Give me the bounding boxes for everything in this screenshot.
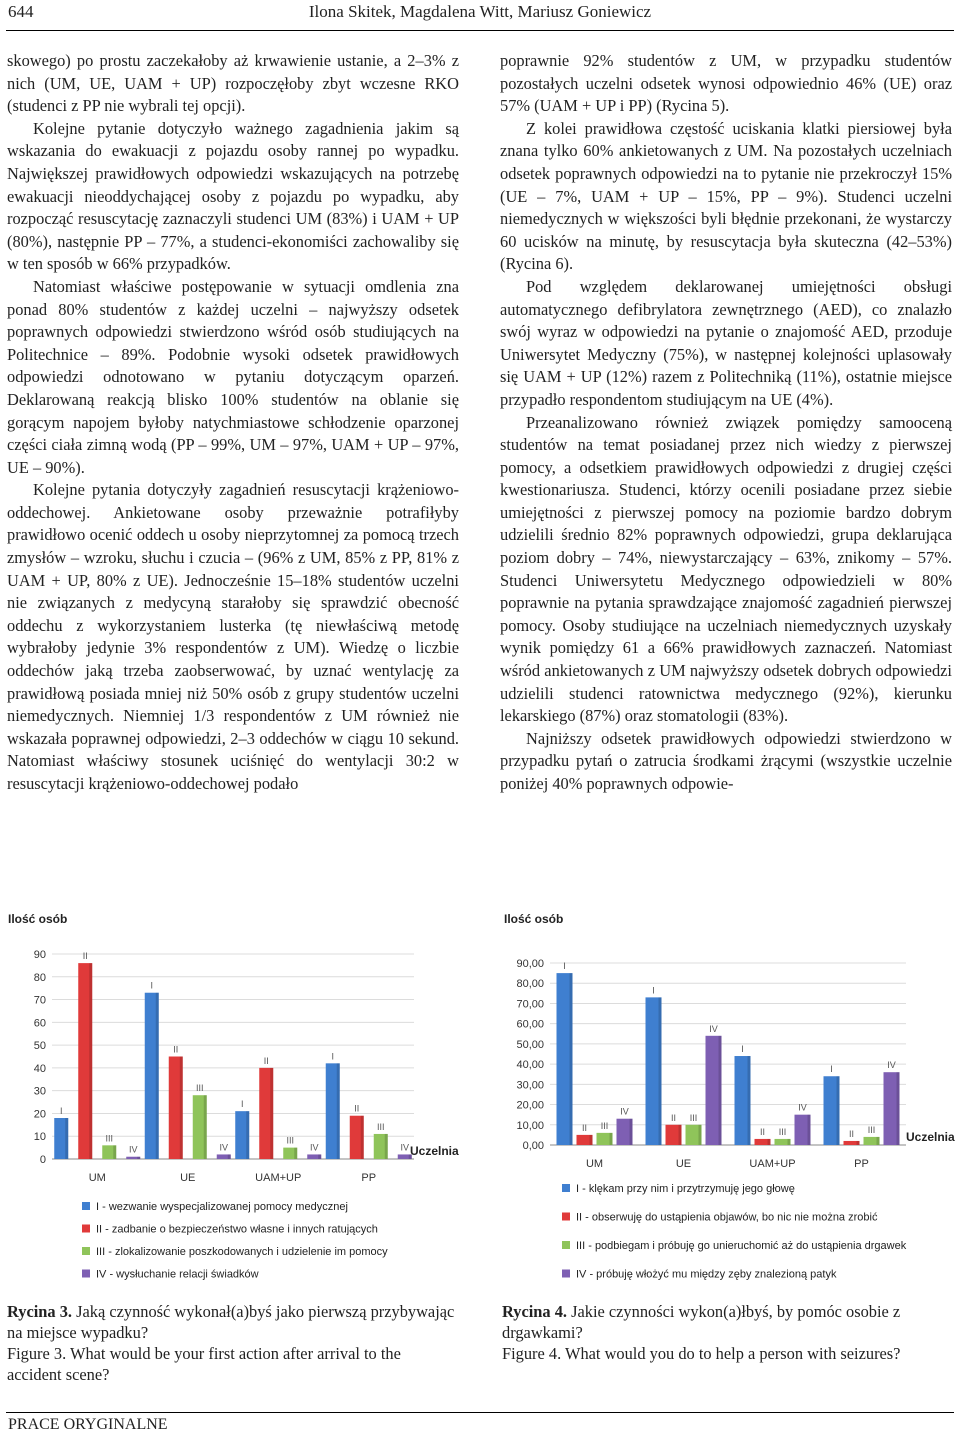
legend-swatch [562, 1241, 570, 1249]
x-category-label: UE [180, 1172, 196, 1184]
header-rule [6, 30, 954, 31]
bar-series-label: II [759, 1126, 766, 1137]
paragraph: poprawnie 92% studentów z UM, w przypadku studentów pozostałych uczelni odsetek wynosi odpowiednio 46% (UE) oraz 57% (UAM + UP i PP) (Rycina 5). [500, 51, 952, 116]
right-text-column [500, 50, 952, 796]
bar-series-label: IV [620, 1106, 629, 1117]
legend-swatch [82, 1202, 90, 1210]
legend-swatch [82, 1270, 90, 1278]
bar-series-label: II [82, 951, 88, 962]
bar-series-label: I [59, 1106, 63, 1116]
bar-series-label: I [150, 980, 154, 991]
bar-series-label: IV [128, 1144, 138, 1155]
bar-shade [113, 1145, 116, 1159]
running-header-authors: Ilona Skitek, Magdalena Witt, Mariusz Goniewicz [308, 2, 652, 21]
y-tick-label: 10,00 [516, 1119, 544, 1132]
y-tick-label: 90,00 [516, 958, 544, 970]
bar-series-label: II [670, 1112, 677, 1123]
bar-series-label: III [778, 1126, 787, 1137]
bar-shade [837, 1076, 840, 1145]
page-number: 644 [8, 2, 34, 21]
legend-swatch [562, 1213, 570, 1221]
legend-entry: I - klękam przy nim i przytrzymuję jego głowę [576, 1183, 795, 1195]
bar-series-label: I [563, 961, 566, 972]
bar-series-label: I [240, 1099, 244, 1110]
footer-section-label: PRACE ORYGINALNE [8, 1416, 168, 1433]
x-category-label: PP [361, 1172, 377, 1184]
bar-shade [768, 1139, 771, 1145]
figure-3-bar-chart [0, 905, 472, 1288]
bar-shade [659, 997, 662, 1145]
y-tick-label: 40,00 [516, 1059, 544, 1072]
bar-series-label: III [689, 1112, 698, 1123]
bar-shade [788, 1139, 791, 1145]
bar-shade [897, 1072, 900, 1145]
bar-shade [89, 963, 92, 1159]
bar-shade [180, 1057, 183, 1160]
y-axis-label: Ilość osób [504, 912, 564, 926]
bar-series-label: IV [309, 1142, 319, 1153]
x-category-label: UE [675, 1158, 692, 1170]
paragraph: Przeanalizowano również związek pomiędzy samooceną studentów na temat posiadanej przez nich wiedzy z pierwszej pomocy, a odsetkiem prawidłowych odpowiedzi z drugiej części kwestionariusza. Studenci, którzy ocenili posiadane przez siebie umiejętności z pierwszej pomocy na poziomie bardzo dobrym udzielili średnio 82% poprawnych odpowiedzi, grupa deklarująca poziom dobry – 74%, niewystarczający – 63%, znikomy – 57%. Studenci Uniwersytetu Medycznego odpowiedzieli w 80% poprawnie na pytania sprawdzające znajomość zagadnień pierwszej pomocy. Osoby studiujące na uczelniach niemedycznych uzyskały wynik pomiędzy 61 a 66% prawidłowych zaznaczeń. Natomiast wśród ankietowanych z UM najwyższy odsetek dobrych odpowiedzi udzielili studenci ratownictwa medycznego (92%), kierunku lekarskiego (87%) oraz stomatologii (83%). [500, 412, 952, 726]
bar-series-label: IV [219, 1142, 229, 1153]
y-tick-label: 60,00 [516, 1018, 544, 1031]
legend-swatch [562, 1184, 570, 1192]
bar-shade [610, 1133, 613, 1145]
bar-series-label: III [376, 1121, 385, 1132]
bar-shade [385, 1134, 388, 1159]
bar-series-label: II [848, 1128, 855, 1139]
paragraph: Kolejne pytania dotyczyły zagadnień resuscytacji krążeniowo-oddechowej. Ankietowane osoby przeważnie potrafiłyby prawidłowo ocenić oddech u osoby nieprzytomnej za pomocą trzech zmysłów – wzroku, słuchu i czucia – (96% z UM, 85% z PP, 81% z UAM + UP, 80% z UE). Jednocześnie 15–18% studentów uczelni nie związanych z medycyną starałoby się sprawdzić obecność oddechu z wykorzystaniem lusterka (tę niewłaściwą metodę wybrałoby jedynie 3% respondentów z UM). Wiedzę o liczbie oddechów jaką trzeba zaobserwować, by uznać wentylację za prawidłową posiada mniej niż 50% osób z grupy studentów uczelni niemedycznych. Niemniej 1/3 respondentów z UM również nie wskazała poprawnej odpowiedzi, 2–3 oddechów w ciągu 10 sekund. Natomiast właściwy stosunek uciśnięć do wentylacji 30:2 w resuscytacji krążeniowo-oddechowej podało [7, 480, 459, 793]
bar-series-label: III [867, 1124, 876, 1135]
bar-shade [156, 993, 159, 1159]
x-category-label: UAM+UP [749, 1158, 796, 1170]
left-text-column [7, 50, 459, 796]
bar-series-label: I [331, 1051, 335, 1062]
y-tick-label: 70 [33, 994, 46, 1007]
bar-shade [337, 1063, 340, 1159]
legend-entry: IV - wysłuchanie relacji świadków [96, 1268, 259, 1281]
bar-shade [808, 1115, 811, 1145]
figure-4-title-en: Figure 4. What would you do to help a person with seizures? [502, 1344, 901, 1363]
y-axis-label: Ilość osób [8, 912, 68, 926]
bar-shade [246, 1111, 249, 1159]
bar-shade [318, 1154, 321, 1159]
figure-4-caption [502, 1301, 954, 1364]
y-tick-label: 40 [33, 1062, 46, 1075]
y-tick-label: 70,00 [516, 998, 544, 1011]
x-category-label: PP [854, 1158, 869, 1170]
paragraph: skowego) po prostu zaczekałoby aż krwawienie ustanie, a 2–3% z nich (UM, UE, UAM + UP) rozpoczęłoby zbyt wczesne RKO (studenci z PP nie wybrali tej opcji). [7, 51, 459, 116]
bar-series-label: II [354, 1103, 360, 1114]
x-axis-label: Uczelnia [410, 1144, 459, 1158]
bar-series-label: III [195, 1083, 204, 1094]
y-tick-label: 80 [33, 971, 46, 984]
bar-shade [204, 1095, 207, 1159]
legend-entry: III - podbiegam i próbuję go unieruchomić aż do ustąpienia drgawek [576, 1240, 907, 1252]
y-tick-label: 20,00 [516, 1099, 544, 1112]
figure-4-bar-chart [494, 905, 960, 1288]
y-tick-label: 20 [33, 1108, 46, 1121]
bar-series-label: III [105, 1133, 114, 1144]
y-tick-label: 0,00 [522, 1140, 544, 1152]
legend-entry: IV - próbuję włożyć mu między zęby znalezioną patyk [576, 1268, 837, 1281]
bar-series-label: I [830, 1064, 833, 1075]
bar-shade [65, 1118, 68, 1159]
bar-shade [877, 1137, 880, 1145]
bar-series-label: I [652, 985, 655, 996]
bar-shade [270, 1068, 273, 1159]
y-tick-label: 0 [39, 1154, 46, 1166]
bar-series-label: IV [400, 1142, 410, 1153]
legend-entry: I - wezwanie wyspecjalizowanej pomocy medycznej [96, 1201, 348, 1213]
x-category-label: UM [88, 1172, 106, 1184]
bar-shade [857, 1141, 860, 1145]
bar-shade [699, 1125, 702, 1145]
y-tick-label: 60 [33, 1017, 46, 1030]
bar-shade [748, 1056, 751, 1145]
x-axis-label: Uczelnia [906, 1130, 955, 1144]
bar-shade [361, 1116, 364, 1159]
y-tick-label: 50,00 [516, 1038, 544, 1051]
bar-shade [294, 1148, 297, 1159]
bar-series-label: III [286, 1135, 295, 1146]
bar-series-label: II [263, 1055, 269, 1066]
paragraph: Natomiast właściwe postępowanie w sytuacji omdlenia zna ponad 80% studentów z każdej uczelni – najwyższy odsetek poprawnych odpowiedzi stwierdzono wśród osób studiujących na Politechnice – 89%. Podobnie wysoki odsetek prawidłowych odpowiedzi odnotowano w pytaniu dotyczącym oparzeń. Deklarowaną reakcją blisko 100% studentów na oblanie się gorącym napojem byłoby natychmiastowe schłodzenie oparzonej części ciała zimną wodą (PP – 99%, UM – 97%, UAM + UP – 97%, UE – 90%). [7, 276, 459, 477]
legend-entry: III - zlokalizowanie poszkodowanych i udzielenie im pomocy [96, 1246, 388, 1258]
bar-shade [570, 973, 573, 1145]
legend-swatch [82, 1247, 90, 1255]
x-category-label: UM [585, 1158, 604, 1170]
bar-shade [137, 1157, 140, 1159]
footer-rule [6, 1412, 954, 1413]
bar-shade [590, 1135, 593, 1145]
y-tick-label: 30,00 [516, 1079, 544, 1092]
legend-entry: II - zadbanie o bezpieczeństwo własne i innych ratujących [96, 1223, 378, 1236]
bar-series-label: III [600, 1120, 609, 1131]
y-tick-label: 90 [33, 949, 46, 961]
bar-shade [228, 1154, 231, 1159]
bar-series-label: I [741, 1044, 744, 1055]
y-tick-label: 80,00 [516, 978, 544, 991]
x-category-label: UAM+UP [255, 1172, 302, 1184]
y-tick-label: 30 [33, 1085, 46, 1098]
bar-series-label: IV [798, 1102, 807, 1113]
figure-4-title-pl: Jakie czynności wykon(a)łbyś, by pomóc osobie z drgawkami? [502, 1302, 901, 1342]
figure-4-label: Rycina 4. [502, 1302, 567, 1321]
paragraph: Pod względem deklarowanej umiejętności obsługi automatycznego defibrylatora zewnętrznego (AED), co znalazło swój wyraz w odpowiedzi na pytanie o znajomość AED, przoduje Uniwersytet Medyczny (75%), w następnej kolejności uplasowały się UAM + UP (12%) razem z Politechniką (11%), ostatnie miejsce przypadło respondentom studiującym na UE (4%). [500, 276, 952, 409]
bar-shade [719, 1036, 722, 1145]
paragraph: Z kolei prawidłowa częstość uciskania klatki piersiowej była znana tylko 60% ankietowanych z UM. Na pozostałych uczelniach odsetek poprawnych odpowiedzi na to pytanie nie przekroczył 15% (UE – 7%, UAM + UP – 15%, PP – 9%). Studenci uczelni niemedycznych w większości byli błędnie przekonani, że wystarczy 60 ucisków na minutę, by resuscytacja była skuteczna (42–53%) (Rycina 6). [500, 118, 952, 274]
y-tick-label: 50 [33, 1040, 46, 1053]
figure-3-caption [7, 1301, 459, 1385]
legend-swatch [82, 1225, 90, 1233]
bar-series-label: II [173, 1044, 179, 1055]
paragraph: Najniższy odsetek prawidłowych odpowiedzi stwierdzono w przypadku pytań o zatrucia środkami żrącymi (wszystkie uczelnie poniżej 40% poprawnych odpowie- [500, 728, 952, 793]
bar-shade [630, 1119, 633, 1145]
figure-3-title-pl: Jaką czynność wykonał(a)byś jako pierwszą przybywając na miejsce wypadku? [7, 1302, 455, 1342]
y-tick-label: 10 [33, 1131, 46, 1144]
paragraph: Kolejne pytanie dotyczyło ważnego zagadnienia jakim są wskazania do ewakuacji z pojazdu osoby rannej po wypadku. Największej prawidłowych odpowiedzi wskazujących na potrzebę ewakuacji nieoddychającej osoby z pojazdu po wypadku, aby rozpocząć resuscytację zaznaczyli studenci UM (83%) i UAM + UP (80%), następnie PP – 77%, a studenci-ekonomiści zachowaliby się w ten sposób w 66% przypadków. [7, 118, 459, 274]
bar-series-label: IV [709, 1023, 718, 1034]
figure-3-title-en: Figure 3. What would be your first action after arrival to the accident scene? [7, 1344, 401, 1384]
figure-3-label: Rycina 3. [7, 1302, 72, 1321]
bar-series-label: IV [887, 1060, 896, 1071]
bar-shade [679, 1125, 682, 1145]
legend-entry: II - obserwuję do ustąpienia objawów, bo nic nie można zrobić [576, 1211, 878, 1224]
legend-swatch [562, 1270, 570, 1278]
bar-series-label: II [581, 1122, 588, 1133]
